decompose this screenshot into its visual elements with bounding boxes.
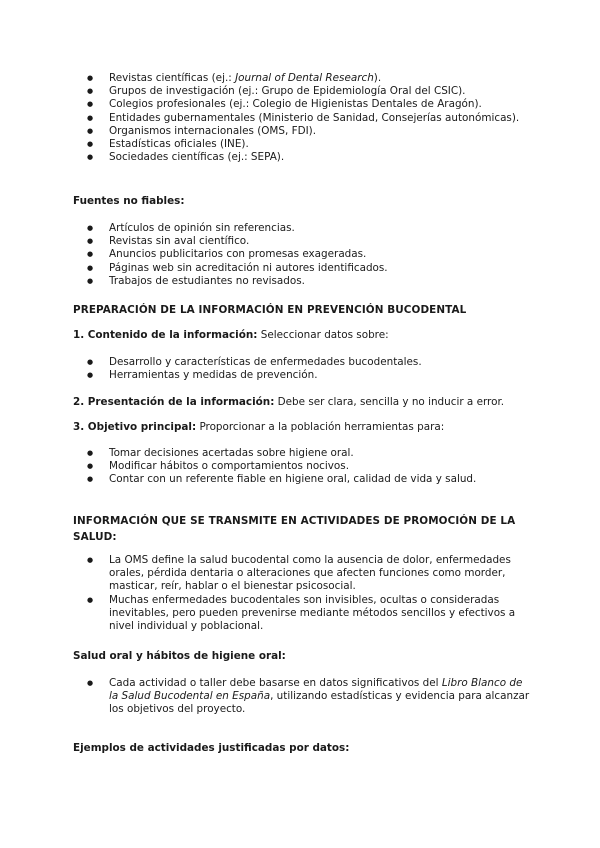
content-line: 1. Contenido de la información: Seleccionar datos sobre: xyxy=(73,329,389,341)
list-item: ● Grupos de investigación (ej.: Grupo de Epidemiología Oral del CSIC). xyxy=(0,85,600,98)
list-item: ● Entidades gubernamentales (Ministerio de Sanidad, Consejerías autonómicas). xyxy=(0,112,600,125)
list-item: ● Estadísticas oficiales (INE). xyxy=(0,138,600,151)
list-item: ● Cada actividad o taller debe basarse en datos significativos del Libro Blanco de la Salud Bucodental en España, utilizando estadísticas y evidencia para alcanzar los objetivos del proyecto. xyxy=(0,677,600,717)
list-item: ● Colegios profesionales (ej.: Colegio de Higienistas Dentales de Aragón). xyxy=(0,98,600,111)
content-label: 1. Contenido de la información: xyxy=(73,329,258,341)
content-list xyxy=(0,356,600,382)
list-item: ● Anuncios publicitarios con promesas exageradas. xyxy=(0,248,600,261)
reliable-sources-list xyxy=(0,72,600,164)
book-title: Libro Blanco de la Salud Bucodental en España xyxy=(109,677,523,703)
promotion-heading: INFORMACIÓN QUE SE TRANSMITE EN ACTIVIDADES DE PROMOCIÓN DE LA SALUD: xyxy=(73,515,516,543)
presentation-label: 2. Presentación de la información: xyxy=(73,396,275,408)
preparation-heading: PREPARACIÓN DE LA INFORMACIÓN EN PREVENCIÓN BUCODENTAL xyxy=(73,304,467,316)
list-item: ● Desarrollo y características de enfermedades bucodentales. xyxy=(0,356,600,369)
objective-list xyxy=(0,447,600,487)
examples-heading: Ejemplos de actividades justificadas por datos: xyxy=(73,742,350,754)
objective-label: 3. Objetivo principal: xyxy=(73,421,197,433)
list-item: ● Herramientas y medidas de prevención. xyxy=(0,369,600,382)
list-item: ● Páginas web sin acreditación ni autores identificados. xyxy=(0,262,600,275)
list-item: ● Modificar hábitos o comportamientos nocivos. xyxy=(0,460,600,473)
list-item: ● Revistas sin aval científico. xyxy=(0,235,600,248)
list-item: ● Organismos internacionales (OMS, FDI). xyxy=(0,125,600,138)
list-item: ● Sociedades científicas (ej.: SEPA). xyxy=(0,151,600,164)
objective-line: 3. Objetivo principal: Proporcionar a la población herramientas para: xyxy=(73,421,445,433)
journal-title: Journal of Dental Research xyxy=(235,72,374,84)
presentation-line: 2. Presentación de la información: Debe ser clara, sencilla y no inducir a error. xyxy=(73,396,505,408)
unreliable-sources-heading: Fuentes no fiables: xyxy=(73,195,185,207)
promotion-list xyxy=(0,554,600,633)
oral-health-list xyxy=(0,677,600,717)
list-item: ● Contar con un referente fiable en higiene oral, calidad de vida y salud. xyxy=(0,473,600,486)
oral-health-heading: Salud oral y hábitos de higiene oral: xyxy=(73,650,286,662)
list-item: ● Revistas científicas (ej.: Journal of Dental Research). xyxy=(0,72,600,85)
unreliable-sources-list xyxy=(0,222,600,288)
list-item: ● Muchas enfermedades bucodentales son invisibles, ocultas o consideradas inevitables, pero pueden prevenirse mediante métodos sencillos y efectivos a nivel individual y poblacional. xyxy=(0,594,600,634)
list-item: ● Tomar decisiones acertadas sobre higiene oral. xyxy=(0,447,600,460)
list-item: ● Trabajos de estudiantes no revisados. xyxy=(0,275,600,288)
list-item: ● La OMS define la salud bucodental como la ausencia de dolor, enfermedades orales, pérdida dentaria o alteraciones que afecten funciones como morder, masticar, reír, hablar o el bienestar psicosocial. xyxy=(0,554,600,594)
list-item: ● Artículos de opinión sin referencias. xyxy=(0,222,600,235)
